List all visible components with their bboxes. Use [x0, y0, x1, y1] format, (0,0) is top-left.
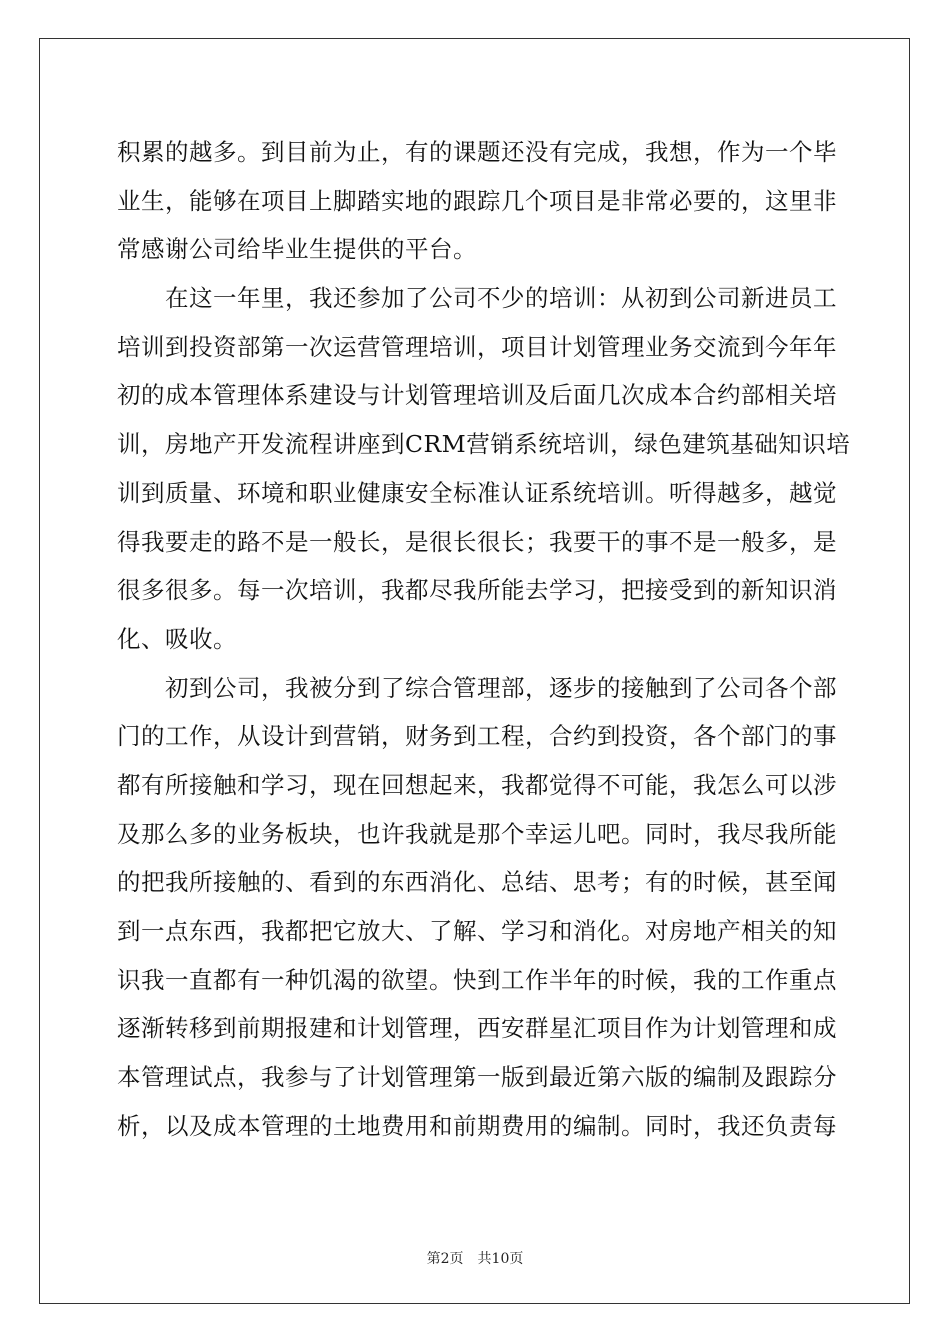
text-line: 得我要走的路不是一般长，是很长很长；我要干的事不是一般多，是	[117, 527, 837, 556]
text-line: 门的工作，从设计到营销，财务到工程，合约到投资，各个部门的事	[117, 722, 837, 751]
text-line: 到一点东西，我都把它放大、了解、学习和消化。对房地产相关的知	[117, 917, 837, 945]
document-body	[117, 128, 851, 1150]
text-line: 初的成本管理体系建设与计划管理培训及后面几次成本合约部相关培	[117, 381, 837, 410]
text-line: 都有所接触和学习，现在回想起来，我都觉得不可能，我怎么可以涉	[117, 770, 837, 799]
text-line: 的把我所接触的、看到的东西消化、总结、思考；有的时候，甚至闻	[117, 868, 837, 897]
text-line: 识我一直都有一种饥渴的欲望。快到工作半年的时候，我的工作重点	[117, 965, 837, 994]
text-line: 逐渐转移到前期报建和计划管理，西安群星汇项目作为计划管理和成	[117, 1014, 837, 1043]
text-line: 化、吸收。	[117, 624, 237, 653]
text-line: 训到质量、环境和职业健康安全标准认证系统培训。听得越多，越觉	[117, 478, 837, 507]
text-line: 初到公司，我被分到了综合管理部，逐步的接触到了公司各个部	[117, 673, 837, 702]
text-line: 训，房地产开发流程讲座到CRM营销系统培训，绿色建筑基础知识培	[117, 430, 851, 459]
text-line: 很多很多。每一次培训，我都尽我所能去学习，把接受到的新知识消	[117, 576, 837, 605]
text-line: 积累的越多。到目前为止，有的课题还没有完成，我想，作为一个毕	[117, 138, 837, 166]
text-line: 析，以及成本管理的土地费用和前期费用的编制。同时，我还负责每	[117, 1111, 837, 1140]
text-line: 培训到投资部第一次运营管理培训，项目计划管理业务交流到今年年	[117, 332, 837, 361]
text-line: 业生，能够在项目上脚踏实地的跟踪几个项目是非常必要的，这里非	[117, 186, 837, 215]
text-line: 本管理试点，我参与了计划管理第一版到最近第六版的编制及跟踪分	[117, 1063, 837, 1092]
text-line: 在这一年里，我还参加了公司不少的培训：从初到公司新进员工	[117, 284, 837, 313]
text-line: 及那么多的业务板块，也许我就是那个幸运儿吧。同时，我尽我所能	[117, 819, 837, 848]
page-number-footer: 第2页 共10页	[426, 1251, 524, 1267]
text-line: 常感谢公司给毕业生提供的平台。	[117, 235, 477, 264]
